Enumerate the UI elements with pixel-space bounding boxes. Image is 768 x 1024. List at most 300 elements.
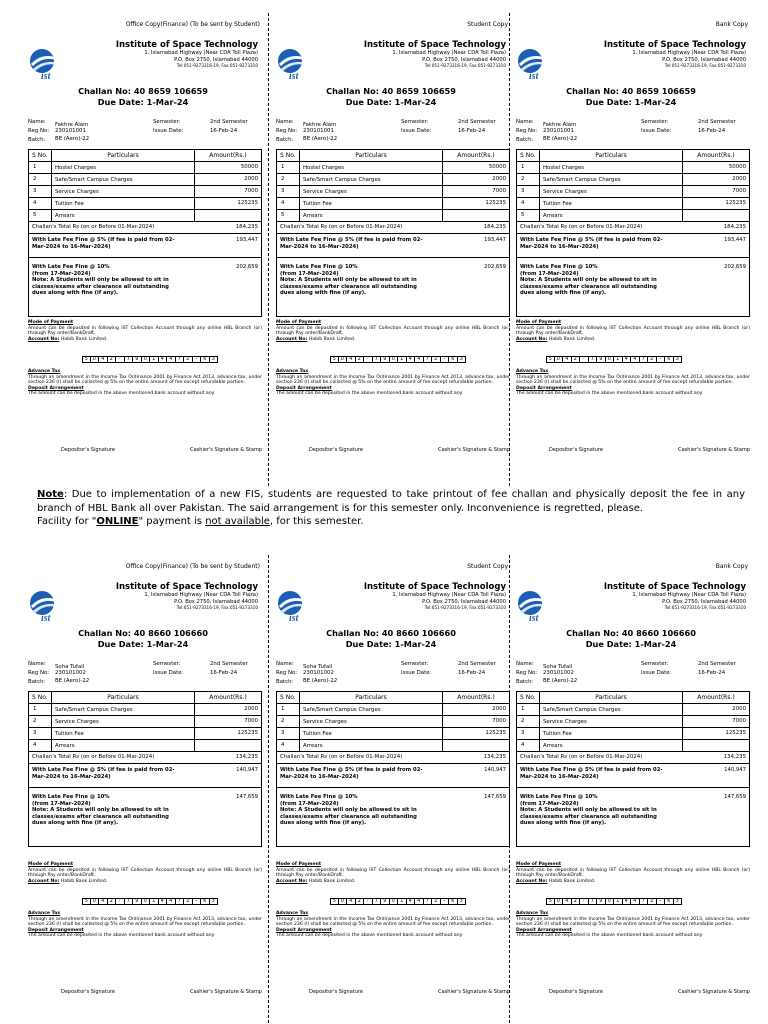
late-fee-5-row [29, 234, 261, 258]
account-label: Account No: [276, 878, 308, 884]
issue-date-value: 16-Feb-24 [698, 670, 726, 676]
account-label: Account No: [516, 336, 548, 342]
challan-copy [24, 542, 262, 1024]
account-digit-box: 5 [546, 898, 555, 905]
fee-row-amount: 125235 [237, 730, 258, 736]
account-digit-box: 5 [82, 898, 91, 905]
due-date-label: Due Date: [585, 638, 632, 649]
name-label: Name: [276, 661, 294, 667]
mode-of-payment [516, 862, 750, 884]
account-digit-box: 7 [176, 356, 185, 363]
account-number-boxes [330, 898, 466, 905]
fee-row-sno: 2 [517, 716, 540, 727]
total-label: Challan's Total Rs (on or Before 01-Mar-2024) [520, 754, 643, 760]
copy-title: Student Copy [467, 21, 508, 28]
dep-title: Deposit Arrangement [276, 385, 332, 391]
fee-row [29, 186, 261, 198]
account-digit-box: 0 [142, 898, 151, 905]
fee-row-amount: 2000 [492, 176, 506, 182]
copy-title: Bank Copy [715, 21, 748, 28]
fee-row-particular: Service Charges [300, 716, 443, 727]
institute-header [326, 582, 506, 610]
account-digit-box: 4 [415, 356, 424, 363]
name-label: Name: [28, 661, 46, 667]
adv-text: Through an amendment in the Income Tax Ordinance 2001 by Finance Act 2013, advance tax, under section 236 (I) shall be collected @ 5% on the entire amount of fee except refundable portion. [28, 374, 262, 385]
adv-text: Through an amendment in the Income Tax Ordinance 2001 by Finance Act 2013, advance tax, under section 236 (I) shall be collected @ 5% on the entire amount of fee except refundable portion. [276, 374, 510, 385]
depositor-signature: Depositor's Signature [61, 989, 115, 995]
late-fee-5-label: With Late Fee Fine @ 5% (if fee is paid from 02-Mar-2024 to 16-Mar-2024) [32, 237, 175, 250]
institute-name: Institute of Space Technology [363, 582, 506, 592]
fee-row-sno: 3 [29, 186, 52, 197]
fee-row-sno: 1 [517, 162, 540, 173]
account-digit-box: 2 [356, 356, 365, 363]
cashier-signature: Cashier's Signature & Stamp [678, 989, 750, 995]
late-fee-5-value: 193,447 [724, 237, 746, 243]
account-digit-box: 3 [458, 898, 467, 905]
batch-value: BE (Aero)-22 [543, 136, 578, 142]
adv-title: Advance Tax [276, 369, 309, 374]
account-digit-box: 4 [563, 356, 572, 363]
total-row [277, 222, 509, 234]
semester-value: 2nd Semester [458, 119, 496, 125]
reg-no-label: Reg No: [28, 670, 50, 676]
particulars-header: Particulars [52, 150, 195, 161]
institute-name: Institute of Space Technology [115, 40, 258, 50]
account-digit-box: 1 [398, 898, 407, 905]
account-digit-box: - [116, 898, 125, 905]
late-fee-10-row [517, 788, 749, 846]
late-fee-10-label: With Late Fee Fine @ 10% (from 17-Mar-2024) [520, 264, 598, 277]
fee-row-sno: 2 [517, 174, 540, 185]
challan-set-1 [0, 0, 768, 500]
student-name: Soha Tufail [543, 664, 573, 670]
institute-header [78, 40, 258, 68]
challan-no-value: 40 8660 106660 [621, 628, 696, 638]
fee-row-particular: Safe/Smart Campus Charges [540, 174, 683, 185]
fee-row [517, 704, 749, 716]
fee-row-sno: 1 [277, 162, 300, 173]
dep-title: Deposit Arrangement [276, 927, 332, 933]
fee-row-sno: 5 [29, 210, 52, 221]
logo-text: ist [529, 71, 539, 80]
account-digit-box: 2 [108, 898, 117, 905]
fee-row-particular: Arrears [540, 210, 683, 221]
fee-row-particular: Safe/Smart Campus Charges [52, 174, 195, 185]
account-digit-box: 7 [125, 356, 134, 363]
fee-row-sno: 3 [517, 186, 540, 197]
reg-no-label: Reg No: [276, 128, 298, 134]
fee-table-header [29, 692, 261, 704]
fee-row [517, 716, 749, 728]
issue-date-label: Issue Date: [401, 670, 432, 676]
fee-row-particular: Tuition Fee [52, 728, 195, 739]
account-digit-box: 1 [614, 356, 623, 363]
challan-number-block [24, 86, 262, 107]
account-digit-box: 0 [91, 898, 100, 905]
fee-row-particular: Arrears [300, 210, 443, 221]
account-digit-box: 2 [432, 898, 441, 905]
total-row [277, 752, 509, 764]
semester-value: 2nd Semester [210, 661, 248, 667]
fee-row-sno: 3 [277, 728, 300, 739]
late-fee-10-value: 147,659 [724, 794, 746, 800]
account-digit-box: 7 [176, 898, 185, 905]
fee-row-particular: Hostel Charges [540, 162, 683, 173]
account-digit-box: 4 [407, 898, 416, 905]
account-digit-box: 0 [606, 356, 615, 363]
particulars-header: Particulars [52, 692, 195, 703]
issue-date-label: Issue Date: [401, 128, 432, 134]
issue-date-value: 16-Feb-24 [458, 670, 486, 676]
batch-value: BE (Aero)-22 [303, 136, 338, 142]
reg-no-label: Reg No: [28, 128, 50, 134]
due-date-label: Due Date: [345, 96, 392, 107]
adv-title: Advance Tax [28, 369, 61, 374]
issue-date-value: 16-Feb-24 [458, 128, 486, 134]
account-digit-box: 4 [159, 356, 168, 363]
challan-no-value: 40 8660 106660 [381, 628, 456, 638]
dep-text: The amount can be deposited in the above mentioned bank account without any [276, 391, 463, 396]
depositor-signature: Depositor's Signature [309, 447, 363, 453]
account-digit-box: 2 [572, 356, 581, 363]
account-digit-box: 2 [432, 356, 441, 363]
fee-row-particular: Safe/Smart Campus Charges [52, 704, 195, 715]
late-fee-10-value: 202,659 [236, 264, 258, 270]
fee-row-amount: 125235 [485, 200, 506, 206]
account-digit-box: 9 [381, 898, 390, 905]
account-digit-box: 4 [167, 898, 176, 905]
account-digit-box: 3 [210, 898, 219, 905]
late-fee-note: Note: A Students will only be allowed to sit in classes/exams after clearance all outstanding dues along with fine (if any). [32, 807, 169, 827]
account-digit-box: 4 [347, 898, 356, 905]
challan-number-block [272, 628, 510, 649]
fee-row-amount: 50000 [728, 164, 746, 170]
fee-row [517, 728, 749, 740]
issue-date-label: Issue Date: [641, 128, 672, 134]
fee-row [277, 740, 509, 752]
account-number-boxes [82, 356, 218, 363]
fee-rows [29, 704, 261, 752]
issue-date-label: Issue Date: [641, 670, 672, 676]
dep-title: Deposit Arrangement [28, 385, 84, 391]
account-bank: Habib Bank Limited. [60, 878, 108, 884]
fee-row-amount: 50000 [240, 164, 258, 170]
late-fee-5-row [29, 764, 261, 788]
challan-set-2 [0, 542, 768, 1024]
fee-row-particular: Safe/Smart Campus Charges [540, 704, 683, 715]
ist-logo-icon [276, 46, 310, 80]
mode-of-payment [28, 320, 262, 342]
late-fee-5-row [277, 234, 509, 258]
challan-number-block [24, 628, 262, 649]
sno-header: S No. [29, 150, 52, 161]
account-number-boxes [330, 356, 466, 363]
mode-title: Mode of Payment [516, 320, 562, 325]
institute-tel: Tel:051-9273316-19, Fax:051-9273310 [176, 605, 258, 611]
batch-value: BE (Aero)-22 [55, 136, 90, 142]
fee-row-particular: Safe/Smart Campus Charges [300, 174, 443, 185]
fee-row-particular: Service Charges [300, 186, 443, 197]
account-digit-box: - [580, 898, 589, 905]
total-row [517, 752, 749, 764]
account-number-boxes [546, 898, 682, 905]
note-text-2a: Facility for " [37, 516, 97, 527]
late-fee-10-row [277, 258, 509, 316]
adv-text: Through an amendment in the Income Tax Ordinance 2001 by Finance Act 2013, advance tax, under section 236 (I) shall be collected @ 5% on the entire amount of fee except refundable portion. [516, 916, 750, 927]
copy-title: Office Copy(Finance) (To be sent by Student) [125, 563, 260, 570]
cut-line [268, 13, 269, 486]
fee-table [28, 149, 262, 317]
fee-row [29, 162, 261, 174]
fee-table [276, 691, 510, 847]
particulars-header: Particulars [540, 150, 683, 161]
challan-no-label: Challan No: [78, 86, 131, 96]
mode-title: Mode of Payment [276, 862, 322, 867]
due-date-label: Due Date: [97, 96, 144, 107]
account-digit-box: 1 [150, 898, 159, 905]
late-fee-note: Note: A Students will only be allowed to sit in classes/exams after clearance all outstanding dues along with fine (if any). [32, 277, 169, 297]
account-bank: Habib Bank Limited. [548, 336, 596, 342]
challan-no-label: Challan No: [566, 628, 619, 638]
note-text-2c: , for this semester. [269, 516, 364, 527]
ist-logo-icon [28, 46, 62, 80]
fee-row-particular: Tuition Fee [52, 198, 195, 209]
fee-table [516, 691, 750, 847]
name-label: Name: [276, 119, 294, 125]
late-fee-10-value: 147,659 [236, 794, 258, 800]
total-row [517, 222, 749, 234]
issue-date-value: 16-Feb-24 [210, 670, 238, 676]
depositor-signature: Depositor's Signature [309, 989, 363, 995]
total-label: Challan's Total Rs (on or Before 01-Mar-2024) [32, 224, 155, 230]
batch-label: Batch: [516, 137, 534, 143]
total-label: Challan's Total Rs (on or Before 01-Mar-2024) [280, 224, 403, 230]
reg-no-label: Reg No: [516, 128, 538, 134]
fee-row-amount: 2000 [732, 176, 746, 182]
institute-address-1: 1, Islamabad Highway (Near CDA Toll Plaza) [144, 50, 258, 57]
batch-label: Batch: [28, 137, 46, 143]
fee-row-particular: Arrears [52, 740, 195, 751]
mode-title: Mode of Payment [28, 862, 74, 867]
account-digit-box: 3 [674, 898, 683, 905]
sno-header: S No. [517, 150, 540, 161]
amount-header: Amount(Rs.) [209, 151, 247, 159]
account-digit-box: 5 [82, 356, 91, 363]
account-digit-box: 7 [640, 356, 649, 363]
mode-text: Amount can be deposited in following IST Collection Account through any online HBL Branch (or) through Pay order/BankDraft. [516, 325, 750, 336]
fee-row [29, 728, 261, 740]
account-digit-box: 0 [390, 356, 399, 363]
dep-text: The amount can be deposited in the above mentioned bank account without any [516, 933, 703, 938]
fee-rows [517, 704, 749, 752]
fee-row-amount [195, 740, 261, 751]
semester-label: Semester: [153, 661, 181, 667]
fee-row-sno: 4 [517, 198, 540, 209]
late-fee-10-row [277, 788, 509, 846]
dep-title: Deposit Arrangement [516, 385, 572, 391]
total-row [29, 222, 261, 234]
mode-of-payment [516, 320, 750, 342]
institute-tel: Tel:051-9273316-19, Fax:051-9273310 [664, 605, 746, 611]
account-label: Account No: [28, 878, 60, 884]
due-date-label: Due Date: [97, 638, 144, 649]
institute-address-2: P.O. Box 2750, Islamabad 44000 [422, 598, 506, 605]
student-name: Fakhre Alam [303, 122, 337, 128]
fee-row-sno: 2 [277, 716, 300, 727]
account-digit-box: 4 [99, 898, 108, 905]
late-fee-5-label: With Late Fee Fine @ 5% (if fee is paid from 02-Mar-2024 to 16-Mar-2024) [280, 767, 423, 780]
challan-no-value: 40 8659 106659 [621, 86, 696, 96]
note-label: Note [37, 489, 64, 500]
due-date-value: 1-Mar-24 [634, 96, 677, 107]
dep-text: The amount can be deposited in the above mentioned bank account without any [28, 933, 215, 938]
sno-header: S No. [517, 692, 540, 703]
account-digit-box: 6 [449, 898, 458, 905]
adv-title: Advance Tax [276, 911, 309, 916]
due-date-value: 1-Mar-24 [394, 638, 437, 649]
total-value: 134,235 [235, 754, 258, 760]
account-label: Account No: [276, 336, 308, 342]
fee-row [517, 186, 749, 198]
note-text-2b: " payment is [138, 516, 206, 527]
account-digit-box: 7 [373, 356, 382, 363]
account-digit-box: 0 [339, 356, 348, 363]
fee-row-amount: 7000 [732, 718, 746, 724]
mode-title: Mode of Payment [28, 320, 74, 325]
fis-note [37, 488, 745, 529]
reg-no-value: 230101002 [55, 670, 86, 676]
fee-row [277, 728, 509, 740]
institute-name: Institute of Space Technology [603, 40, 746, 50]
account-digit-box: 1 [614, 898, 623, 905]
account-digit-box: 9 [133, 898, 142, 905]
fee-row-amount [195, 210, 261, 221]
issue-date-value: 16-Feb-24 [698, 128, 726, 134]
logo-text: ist [41, 613, 51, 622]
copy-title: Office Copy(Finance) (To be sent by Student) [125, 21, 260, 28]
account-digit-box: 5 [546, 356, 555, 363]
semester-value: 2nd Semester [458, 661, 496, 667]
account-digit-box: 1 [398, 356, 407, 363]
fee-table [28, 691, 262, 847]
institute-header [566, 582, 746, 610]
challan-no-label: Challan No: [78, 628, 131, 638]
account-digit-box: 7 [424, 898, 433, 905]
fee-row-sno: 2 [29, 174, 52, 185]
late-fee-10-label: With Late Fee Fine @ 10% (from 17-Mar-2024) [280, 264, 358, 277]
reg-no-label: Reg No: [276, 670, 298, 676]
account-digit-box: 2 [184, 356, 193, 363]
amount-header: Amount(Rs.) [209, 693, 247, 701]
fee-row-particular: Safe/Smart Campus Charges [300, 704, 443, 715]
note-text-1: : Due to implementation of a new FIS, students are requested to take printout of fee challan and physically deposit the fee in any branch of HBL Bank all over Pakistan. The said arrangement is for this semester only. Inconvenience is regretted, please. [37, 489, 745, 514]
due-date-value: 1-Mar-24 [634, 638, 677, 649]
late-fee-10-value: 202,659 [484, 264, 506, 270]
total-value: 134,235 [483, 754, 506, 760]
batch-label: Batch: [276, 137, 294, 143]
fee-table [276, 149, 510, 317]
challan-no-value: 40 8659 106659 [133, 86, 208, 96]
fee-row [517, 740, 749, 752]
total-value: 184,235 [483, 224, 506, 230]
semester-value: 2nd Semester [698, 661, 736, 667]
fee-row-particular: Tuition Fee [540, 198, 683, 209]
fee-row-amount: 7000 [244, 718, 258, 724]
note-not-available: not available [205, 516, 270, 527]
account-digit-box: 5 [330, 356, 339, 363]
fee-row-sno: 5 [517, 210, 540, 221]
reg-no-label: Reg No: [516, 670, 538, 676]
semester-label: Semester: [401, 661, 429, 667]
late-fee-10-label: With Late Fee Fine @ 10% (from 17-Mar-2024) [32, 264, 110, 277]
batch-value: BE (Aero)-22 [543, 678, 578, 684]
account-digit-box: 1 [150, 356, 159, 363]
institute-address-1: 1, Islamabad Highway (Near CDA Toll Plaza) [632, 50, 746, 57]
fee-row [29, 704, 261, 716]
batch-value: BE (Aero)-22 [55, 678, 90, 684]
institute-tel: Tel:051-9273316-19, Fax:051-9273310 [176, 63, 258, 69]
fee-row [277, 174, 509, 186]
account-digit-box: 6 [665, 356, 674, 363]
challan-number-block [512, 628, 750, 649]
account-digit-box: 6 [201, 898, 210, 905]
institute-address-2: P.O. Box 2750, Islamabad 44000 [174, 56, 258, 63]
fee-row-particular: Hostel Charges [52, 162, 195, 173]
mode-text: Amount can be deposited in following IST Collection Account through any online HBL Branch (or) through Pay order/BankDraft. [28, 867, 262, 878]
fee-row-amount: 125235 [725, 200, 746, 206]
fee-rows [277, 704, 509, 752]
account-digit-box: 4 [631, 356, 640, 363]
late-fee-10-label: With Late Fee Fine @ 10% (from 17-Mar-2024) [280, 794, 358, 807]
fee-row [277, 186, 509, 198]
fee-row [29, 210, 261, 222]
fee-table-header [277, 692, 509, 704]
fee-table-header [277, 150, 509, 162]
fee-row-sno: 1 [277, 704, 300, 715]
account-digit-box: 4 [167, 356, 176, 363]
due-date-label: Due Date: [585, 96, 632, 107]
account-digit-box: 0 [555, 356, 564, 363]
fee-row-amount: 125235 [725, 730, 746, 736]
account-digit-box: 5 [330, 898, 339, 905]
cashier-signature: Cashier's Signature & Stamp [678, 447, 750, 453]
depositor-signature: Depositor's Signature [61, 447, 115, 453]
total-label: Challan's Total Rs (on or Before 01-Mar-2024) [520, 224, 643, 230]
sno-header: S No. [277, 150, 300, 161]
challan-number-block [272, 86, 510, 107]
fee-row [517, 162, 749, 174]
late-fee-10-value: 202,659 [724, 264, 746, 270]
fee-row-sno: 2 [277, 174, 300, 185]
late-fee-10-row [29, 788, 261, 846]
advance-tax-section [28, 369, 262, 397]
account-digit-box: - [441, 356, 450, 363]
cut-line [268, 555, 269, 1024]
account-digit-box: 3 [674, 356, 683, 363]
challan-copy [272, 542, 510, 1024]
batch-label: Batch: [276, 679, 294, 685]
due-date-value: 1-Mar-24 [394, 96, 437, 107]
amount-header: Amount(Rs.) [697, 151, 735, 159]
logo-text: ist [529, 613, 539, 622]
account-digit-box: 4 [623, 356, 632, 363]
institute-address-1: 1, Islamabad Highway (Near CDA Toll Plaza) [144, 592, 258, 599]
account-label: Account No: [516, 878, 548, 884]
fee-row-particular: Tuition Fee [540, 728, 683, 739]
total-value: 184,235 [235, 224, 258, 230]
mode-title: Mode of Payment [516, 862, 562, 867]
account-digit-box: 0 [606, 898, 615, 905]
